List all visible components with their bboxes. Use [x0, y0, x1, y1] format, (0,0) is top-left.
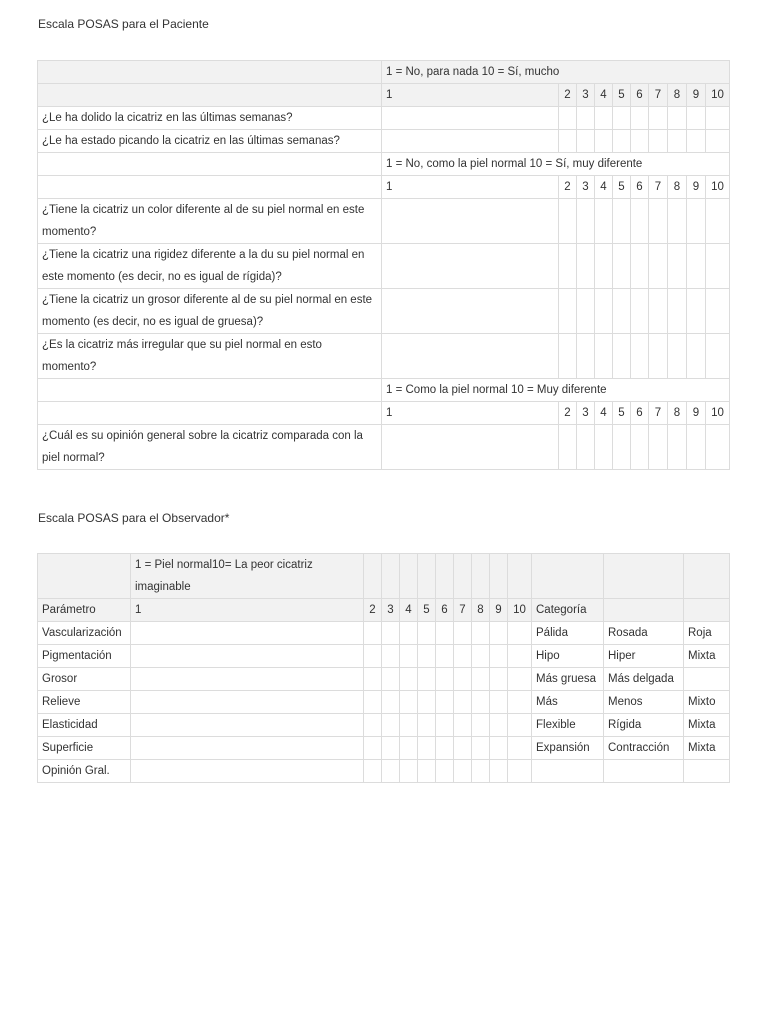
patient-scale-title: Escala POSAS para el Paciente: [38, 17, 209, 31]
score-cell[interactable]: [364, 645, 382, 668]
scale-description: 1 = Como la piel normal 10 = Muy diferente: [382, 379, 730, 402]
question-row: [38, 289, 730, 334]
score-cell[interactable]: [364, 691, 382, 714]
category-option[interactable]: Rosada: [604, 622, 684, 645]
score-cell[interactable]: [490, 714, 508, 737]
question-text: ¿Es la cicatriz más irregular que su piel normal en esto momento?: [38, 334, 382, 379]
score-cell[interactable]: [577, 425, 595, 470]
empty-cell: [38, 84, 382, 107]
score-cell[interactable]: [706, 130, 730, 153]
score-label: 10: [508, 599, 532, 622]
score-label: 8: [472, 599, 490, 622]
score-cell[interactable]: [400, 760, 418, 783]
score-cell[interactable]: [559, 425, 577, 470]
score-label: 10: [706, 176, 730, 199]
score-cell[interactable]: [131, 760, 364, 783]
score-cell[interactable]: [454, 622, 472, 645]
score-cell[interactable]: [649, 244, 668, 289]
parameter-row: [38, 622, 730, 645]
score-cell[interactable]: [559, 130, 577, 153]
score-label: 8: [668, 176, 687, 199]
score-cell[interactable]: [706, 289, 730, 334]
category-option[interactable]: Menos: [604, 691, 684, 714]
score-cell[interactable]: [613, 289, 631, 334]
question-row: [38, 244, 730, 289]
score-label: 3: [382, 599, 400, 622]
parameter-header: Parámetro: [38, 599, 131, 622]
observer-scale-table: [37, 553, 730, 783]
category-option[interactable]: Mixta: [684, 714, 730, 737]
score-label: 6: [631, 176, 649, 199]
score-cell[interactable]: [454, 668, 472, 691]
category-option[interactable]: [684, 668, 730, 691]
question-text: ¿Le ha estado picando la cicatriz en las últimas semanas?: [38, 130, 382, 153]
category-option[interactable]: Flexible: [532, 714, 604, 737]
score-label: 4: [595, 402, 613, 425]
score-label: 3: [577, 176, 595, 199]
category-option[interactable]: [684, 760, 730, 783]
score-cell[interactable]: [559, 244, 577, 289]
score-cell[interactable]: [131, 645, 364, 668]
score-label: 7: [649, 84, 668, 107]
score-cell[interactable]: [595, 199, 613, 244]
score-cell[interactable]: [490, 668, 508, 691]
score-cell[interactable]: [631, 289, 649, 334]
score-cell[interactable]: [577, 334, 595, 379]
empty-cell: [454, 554, 472, 599]
score-cell[interactable]: [472, 645, 490, 668]
score-label: 8: [668, 402, 687, 425]
parameter-row: [38, 737, 730, 760]
score-cell[interactable]: [668, 334, 687, 379]
score-cell[interactable]: [649, 425, 668, 470]
observer-header-row: [38, 599, 730, 622]
score-cell[interactable]: [382, 244, 559, 289]
category-header: Categoría: [532, 599, 604, 622]
score-cell[interactable]: [613, 334, 631, 379]
score-cell[interactable]: [436, 737, 454, 760]
score-label: 2: [559, 402, 577, 425]
empty-cell: [604, 599, 684, 622]
score-label: 2: [559, 176, 577, 199]
score-label: 6: [436, 599, 454, 622]
category-option[interactable]: [604, 760, 684, 783]
score-label: 5: [613, 176, 631, 199]
question-text: ¿Tiene la cicatriz un color diferente al de su piel normal en este momento?: [38, 199, 382, 244]
score-cell[interactable]: [382, 668, 400, 691]
score-label: 5: [418, 599, 436, 622]
empty-cell: [400, 554, 418, 599]
category-option[interactable]: Roja: [684, 622, 730, 645]
score-label: 7: [649, 176, 668, 199]
score-cell[interactable]: [382, 107, 559, 130]
score-cell[interactable]: [472, 668, 490, 691]
score-cell[interactable]: [418, 622, 436, 645]
score-cell[interactable]: [577, 107, 595, 130]
score-label: 4: [595, 84, 613, 107]
empty-cell: [38, 176, 382, 199]
score-cell[interactable]: [472, 622, 490, 645]
score-label: 8: [668, 84, 687, 107]
score-cell[interactable]: [400, 645, 418, 668]
score-cell[interactable]: [364, 622, 382, 645]
score-label-1: 1: [382, 84, 559, 107]
question-row: [38, 199, 730, 244]
score-cell[interactable]: [631, 199, 649, 244]
score-cell[interactable]: [400, 714, 418, 737]
score-cell[interactable]: [559, 289, 577, 334]
score-cell[interactable]: [668, 244, 687, 289]
score-cell[interactable]: [668, 199, 687, 244]
score-cell[interactable]: [706, 244, 730, 289]
score-cell[interactable]: [472, 691, 490, 714]
score-cell[interactable]: [382, 334, 559, 379]
score-cell[interactable]: [577, 289, 595, 334]
score-cell[interactable]: [631, 107, 649, 130]
score-cell[interactable]: [418, 737, 436, 760]
score-cell[interactable]: [454, 737, 472, 760]
question-text: ¿Le ha dolido la cicatriz en las últimas semanas?: [38, 107, 382, 130]
score-cell[interactable]: [595, 289, 613, 334]
score-cell[interactable]: [454, 645, 472, 668]
score-cell[interactable]: [687, 199, 706, 244]
patient-scale-table: [37, 60, 730, 470]
score-cell[interactable]: [382, 714, 400, 737]
score-cell[interactable]: [706, 425, 730, 470]
score-cell[interactable]: [382, 130, 559, 153]
scale-header-row: [38, 153, 730, 176]
parameter-name: Elasticidad: [38, 714, 131, 737]
score-label: 7: [454, 599, 472, 622]
score-cell[interactable]: [649, 130, 668, 153]
score-cell[interactable]: [577, 130, 595, 153]
score-cell[interactable]: [508, 714, 532, 737]
category-option[interactable]: Contracción: [604, 737, 684, 760]
score-cell[interactable]: [131, 668, 364, 691]
empty-cell: [38, 379, 382, 402]
score-cell[interactable]: [668, 130, 687, 153]
empty-cell: [418, 554, 436, 599]
score-cell[interactable]: [131, 691, 364, 714]
score-cell[interactable]: [436, 668, 454, 691]
score-cell[interactable]: [613, 130, 631, 153]
scale-description: 1 = No, para nada 10 = Sí, mucho: [382, 61, 730, 84]
score-cell[interactable]: [418, 645, 436, 668]
empty-cell: [382, 554, 400, 599]
score-cell[interactable]: [382, 289, 559, 334]
score-cell[interactable]: [364, 760, 382, 783]
score-label: 3: [577, 84, 595, 107]
score-cell[interactable]: [400, 622, 418, 645]
score-number-row: [38, 84, 730, 107]
scale-header-row: [38, 61, 730, 84]
category-option[interactable]: Mixto: [684, 691, 730, 714]
score-cell[interactable]: [577, 244, 595, 289]
category-option[interactable]: [532, 760, 604, 783]
score-cell[interactable]: [508, 760, 532, 783]
parameter-row: [38, 668, 730, 691]
score-cell[interactable]: [649, 289, 668, 334]
score-label: 10: [706, 402, 730, 425]
score-label: 9: [687, 402, 706, 425]
score-cell[interactable]: [508, 691, 532, 714]
score-cell[interactable]: [131, 714, 364, 737]
score-cell[interactable]: [631, 425, 649, 470]
score-cell[interactable]: [436, 760, 454, 783]
score-cell[interactable]: [472, 760, 490, 783]
score-label: 4: [400, 599, 418, 622]
scale-description: 1 = No, como la piel normal 10 = Sí, muy diferente: [382, 153, 730, 176]
score-label: 5: [613, 84, 631, 107]
score-cell[interactable]: [649, 107, 668, 130]
score-cell[interactable]: [706, 107, 730, 130]
score-cell[interactable]: [436, 714, 454, 737]
score-cell[interactable]: [668, 289, 687, 334]
score-cell[interactable]: [613, 425, 631, 470]
empty-cell: [508, 554, 532, 599]
score-label: 9: [687, 84, 706, 107]
score-label: 4: [595, 176, 613, 199]
score-cell[interactable]: [577, 199, 595, 244]
score-cell[interactable]: [418, 691, 436, 714]
score-label: 5: [613, 402, 631, 425]
score-cell[interactable]: [454, 714, 472, 737]
score-cell[interactable]: [472, 714, 490, 737]
score-label: 6: [631, 402, 649, 425]
score-cell[interactable]: [508, 622, 532, 645]
parameter-name: Opinión Gral.: [38, 760, 131, 783]
empty-cell: [604, 554, 684, 599]
parameter-name: Relieve: [38, 691, 131, 714]
score-cell[interactable]: [131, 737, 364, 760]
question-row: [38, 334, 730, 379]
score-cell[interactable]: [454, 691, 472, 714]
score-cell[interactable]: [364, 737, 382, 760]
score-label-1: 1: [382, 402, 559, 425]
score-cell[interactable]: [687, 334, 706, 379]
score-cell[interactable]: [436, 622, 454, 645]
score-cell[interactable]: [436, 691, 454, 714]
score-cell[interactable]: [613, 107, 631, 130]
parameter-name: Superficie: [38, 737, 131, 760]
score-label: 9: [490, 599, 508, 622]
score-label: 10: [706, 84, 730, 107]
score-cell[interactable]: [418, 714, 436, 737]
score-cell[interactable]: [613, 199, 631, 244]
score-cell[interactable]: [490, 622, 508, 645]
parameter-row: [38, 714, 730, 737]
score-cell[interactable]: [687, 130, 706, 153]
score-cell[interactable]: [687, 425, 706, 470]
score-cell[interactable]: [559, 199, 577, 244]
score-cell[interactable]: [382, 760, 400, 783]
score-label: 6: [631, 84, 649, 107]
score-cell[interactable]: [631, 334, 649, 379]
score-cell[interactable]: [631, 244, 649, 289]
score-cell[interactable]: [382, 691, 400, 714]
score-cell[interactable]: [400, 668, 418, 691]
score-cell[interactable]: [687, 107, 706, 130]
score-cell[interactable]: [559, 334, 577, 379]
score-cell[interactable]: [472, 737, 490, 760]
empty-cell: [532, 554, 604, 599]
parameter-name: Vascularización: [38, 622, 131, 645]
question-text: ¿Cuál es su opinión general sobre la cicatriz comparada con la piel normal?: [38, 425, 382, 470]
category-option[interactable]: Hiper: [604, 645, 684, 668]
score-cell[interactable]: [631, 130, 649, 153]
score-cell[interactable]: [649, 334, 668, 379]
empty-cell: [684, 554, 730, 599]
score-cell[interactable]: [131, 622, 364, 645]
score-cell[interactable]: [706, 199, 730, 244]
score-cell[interactable]: [400, 691, 418, 714]
score-cell[interactable]: [382, 199, 559, 244]
category-option[interactable]: Expansión: [532, 737, 604, 760]
score-label: 2: [364, 599, 382, 622]
score-cell[interactable]: [687, 244, 706, 289]
score-number-row: [38, 176, 730, 199]
score-cell[interactable]: [490, 645, 508, 668]
empty-cell: [472, 554, 490, 599]
score-cell[interactable]: [364, 714, 382, 737]
question-row: [38, 107, 730, 130]
empty-cell: [436, 554, 454, 599]
score-label-1: 1: [382, 176, 559, 199]
parameter-name: Pigmentación: [38, 645, 131, 668]
score-cell[interactable]: [382, 737, 400, 760]
score-label-1: 1: [131, 599, 364, 622]
scale-header-row: [38, 379, 730, 402]
score-cell[interactable]: [454, 760, 472, 783]
category-option[interactable]: Rígida: [604, 714, 684, 737]
score-cell[interactable]: [418, 668, 436, 691]
parameter-row: [38, 691, 730, 714]
score-cell[interactable]: [364, 668, 382, 691]
score-label: 2: [559, 84, 577, 107]
score-cell[interactable]: [418, 760, 436, 783]
score-cell[interactable]: [595, 425, 613, 470]
category-option[interactable]: Hipo: [532, 645, 604, 668]
score-cell[interactable]: [382, 425, 559, 470]
question-text: ¿Tiene la cicatriz una rigidez diferente a la du su piel normal en este momento (es decir, no es igual de rígida)?: [38, 244, 382, 289]
score-label: 7: [649, 402, 668, 425]
observer-scale-header-row: [38, 554, 730, 599]
empty-cell: [38, 61, 382, 84]
score-cell[interactable]: [668, 107, 687, 130]
score-cell[interactable]: [706, 334, 730, 379]
category-option[interactable]: Más delgada: [604, 668, 684, 691]
category-option[interactable]: Mixta: [684, 737, 730, 760]
score-cell[interactable]: [687, 289, 706, 334]
scale-description: 1 = Piel normal10= La peor cicatriz imaginable: [131, 554, 364, 599]
score-cell[interactable]: [668, 425, 687, 470]
score-label: 9: [687, 176, 706, 199]
empty-cell: [38, 402, 382, 425]
score-cell[interactable]: [490, 760, 508, 783]
score-cell[interactable]: [508, 645, 532, 668]
score-cell[interactable]: [508, 737, 532, 760]
category-option[interactable]: Pálida: [532, 622, 604, 645]
category-option[interactable]: Más gruesa: [532, 668, 604, 691]
score-cell[interactable]: [595, 130, 613, 153]
parameter-row: [38, 760, 730, 783]
score-cell[interactable]: [595, 334, 613, 379]
question-row: [38, 425, 730, 470]
score-cell[interactable]: [490, 737, 508, 760]
score-cell[interactable]: [490, 691, 508, 714]
score-label: 3: [577, 402, 595, 425]
score-number-row: [38, 402, 730, 425]
category-option[interactable]: Más: [532, 691, 604, 714]
parameter-name: Grosor: [38, 668, 131, 691]
empty-cell: [38, 153, 382, 176]
empty-cell: [684, 599, 730, 622]
score-cell[interactable]: [382, 645, 400, 668]
score-cell[interactable]: [382, 622, 400, 645]
score-cell[interactable]: [436, 645, 454, 668]
empty-cell: [490, 554, 508, 599]
score-cell[interactable]: [595, 244, 613, 289]
score-cell[interactable]: [559, 107, 577, 130]
question-text: ¿Tiene la cicatriz un grosor diferente al de su piel normal en este momento (es decir, no es igual de gruesa)?: [38, 289, 382, 334]
parameter-row: [38, 645, 730, 668]
empty-cell: [38, 554, 131, 599]
question-row: [38, 130, 730, 153]
empty-cell: [364, 554, 382, 599]
score-cell[interactable]: [595, 107, 613, 130]
score-cell[interactable]: [613, 244, 631, 289]
score-cell[interactable]: [649, 199, 668, 244]
observer-scale-title: Escala POSAS para el Observador*: [38, 511, 230, 525]
score-cell[interactable]: [400, 737, 418, 760]
category-option[interactable]: Mixta: [684, 645, 730, 668]
score-cell[interactable]: [508, 668, 532, 691]
